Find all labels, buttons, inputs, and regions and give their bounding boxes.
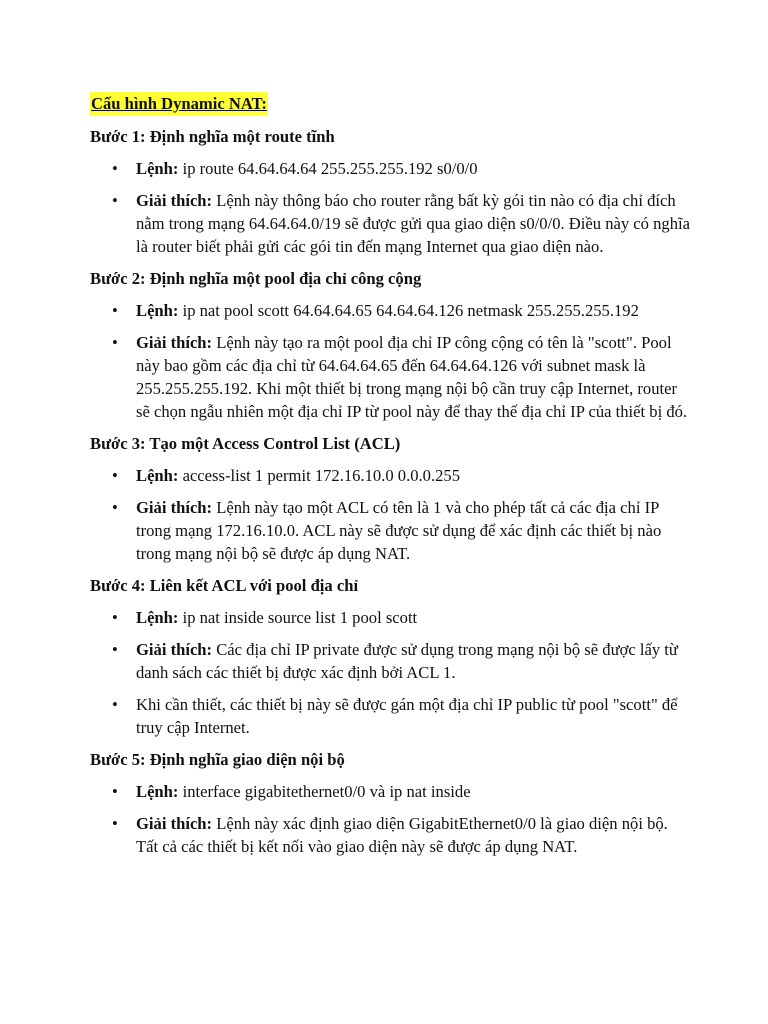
item-label: Lệnh: (136, 159, 179, 178)
list-item (90, 189, 690, 258)
step-1 (90, 125, 690, 258)
bullet-icon: • (112, 695, 118, 714)
list-item (90, 693, 690, 739)
list-item (90, 464, 690, 487)
step-3 (90, 432, 690, 565)
step-heading: Bước 1: Định nghĩa một route tĩnh (90, 127, 335, 146)
item-text: Khi cần thiết, các thiết bị này sẽ được gán một địa chỉ IP public từ pool "scott" để truy cập Internet. (136, 695, 678, 737)
bullet-icon: • (112, 466, 118, 485)
item-text: ip route 64.64.64.64 255.255.255.192 s0/0/0 (182, 159, 478, 178)
step-5 (90, 748, 690, 858)
item-label: Giải thích: (136, 498, 213, 517)
bullet-icon: • (112, 498, 118, 517)
step-item-list (90, 606, 690, 739)
item-text: access-list 1 permit 172.16.10.0 0.0.0.255 (182, 466, 461, 485)
bullet-icon: • (112, 301, 118, 320)
bullet-icon: • (112, 159, 118, 178)
list-item (90, 331, 690, 423)
step-heading: Bước 5: Định nghĩa giao diện nội bộ (90, 750, 345, 769)
list-item (90, 496, 690, 565)
step-2 (90, 267, 690, 423)
list-item (90, 157, 690, 180)
item-text: Lệnh này tạo ra một pool địa chỉ IP công cộng có tên là "scott". Pool này bao gồm các địa chỉ từ 64.64.64.65 đến 64.64.64.126 với subnet mask là 255.255.255.192. Khi một thiết bị trong mạng nội bộ cần truy cập Internet, router sẽ chọn ngẫu nhiên một địa chỉ IP từ pool này để thay thế địa chỉ IP của thiết bị đó. (136, 333, 688, 421)
item-label: Giải thích: (136, 333, 213, 352)
bullet-icon: • (112, 814, 118, 833)
item-text: Các địa chỉ IP private được sử dụng trong mạng nội bộ sẽ được lấy từ danh sách các thiết bị được xác định bởi ACL 1. (136, 640, 678, 682)
step-item-list (90, 299, 690, 423)
list-item (90, 780, 690, 803)
item-text: Lệnh này xác định giao diện GigabitEthernet0/0 là giao diện nội bộ. Tất cả các thiết bị kết nối vào giao diện này sẽ được áp dụng NAT. (136, 814, 668, 856)
step-item-list (90, 780, 690, 858)
item-label: Lệnh: (136, 608, 179, 627)
step-item-list (90, 464, 690, 565)
item-text: ip nat pool scott 64.64.64.65 64.64.64.126 netmask 255.255.255.192 (182, 301, 639, 320)
item-text: ip nat inside source list 1 pool scott (182, 608, 418, 627)
item-label: Giải thích: (136, 640, 213, 659)
step-heading: Bước 3: Tạo một Access Control List (ACL) (90, 434, 401, 453)
document-title: Cấu hình Dynamic NAT: (91, 94, 267, 113)
bullet-icon: • (112, 640, 118, 659)
item-text: Lệnh này tạo một ACL có tên là 1 và cho phép tất cả các địa chỉ IP trong mạng 172.16.10.0. ACL này sẽ được sử dụng để xác định các thiết bị nào trong mạng nội bộ sẽ được áp dụng NAT. (136, 498, 662, 563)
item-label: Lệnh: (136, 301, 179, 320)
step-heading: Bước 4: Liên kết ACL với pool địa chỉ (90, 576, 359, 595)
list-item (90, 299, 690, 322)
list-item (90, 638, 690, 684)
item-label: Lệnh: (136, 466, 179, 485)
item-label: Lệnh: (136, 782, 179, 801)
list-item (90, 812, 690, 858)
item-label: Giải thích: (136, 814, 213, 833)
bullet-icon: • (112, 333, 118, 352)
item-text: interface gigabitethernet0/0 và ip nat inside (182, 782, 471, 801)
step-heading: Bước 2: Định nghĩa một pool địa chỉ công cộng (90, 269, 422, 288)
bullet-icon: • (112, 191, 118, 210)
step-item-list (90, 157, 690, 258)
title-block (90, 92, 690, 116)
bullet-icon: • (112, 782, 118, 801)
step-4 (90, 574, 690, 739)
bullet-icon: • (112, 608, 118, 627)
list-item (90, 606, 690, 629)
item-text: Lệnh này thông báo cho router rằng bất kỳ gói tin nào có địa chỉ đích nằm trong mạng 64.64.64.0/19 sẽ được gửi qua giao diện s0/0/0. Điều này có nghĩa là router biết phải gửi các gói tin đến mạng Internet qua giao diện nào. (136, 191, 690, 256)
document-page (90, 92, 690, 867)
item-label: Giải thích: (136, 191, 213, 210)
